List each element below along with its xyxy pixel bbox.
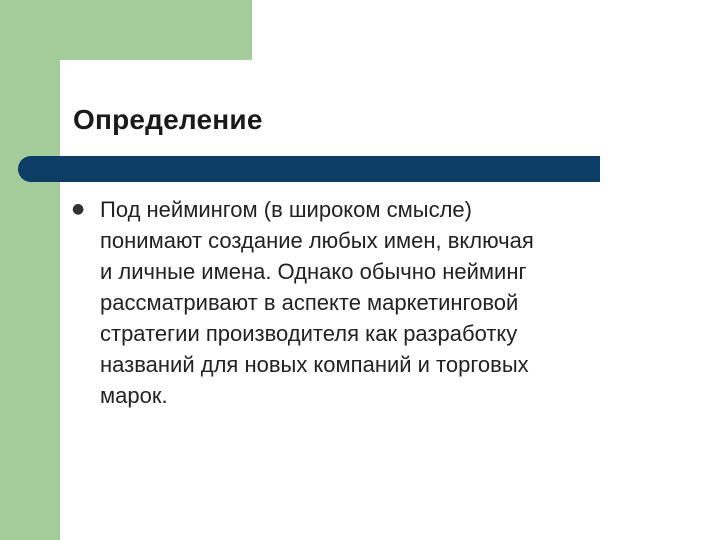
title-underline-bar [18, 156, 600, 182]
decor-green-block-top [0, 0, 252, 60]
bullet-dot-icon: ● [72, 201, 85, 217]
bullet-list [72, 194, 672, 411]
slide-title: Определение [73, 104, 263, 135]
bullet-item [72, 194, 672, 411]
decor-green-strip-left [0, 0, 60, 540]
bullet-text: Под неймингом (в широком смысле) понимают создание любых имен, включая и личные имена. Однако обычно нейминг рассматривают в аспекте маркетинговой стратегии производителя как разработку названий для новых компаний и торговых марок. [100, 197, 534, 408]
